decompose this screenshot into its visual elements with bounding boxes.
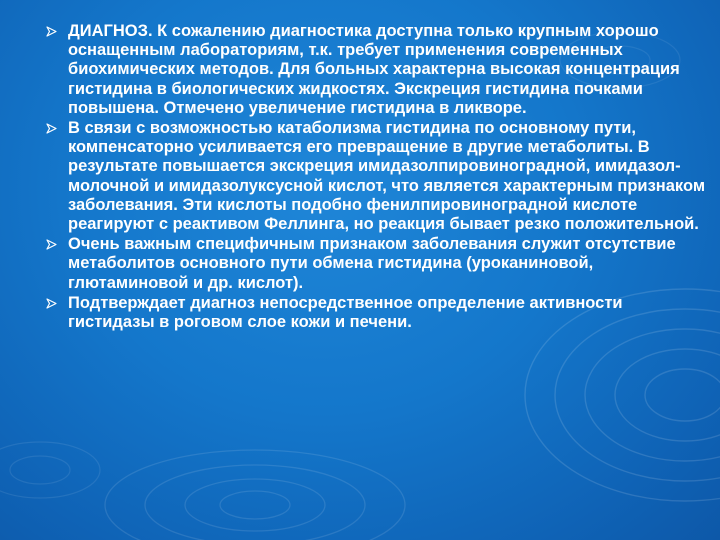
bullet-text: ДИАГНОЗ. К сожалению диагностика доступна только крупным хорошо оснащенным лабораториям, т.к. требует применения современных биохимических методов. Для больных характерна высокая концентрация гистидина в биологических жидкостях. Экскреция гистидина почками повышена. Отмечено увеличение гистидина в ликворе. [68,22,680,117]
bullet-item [46,22,706,118]
bullet-item [46,235,706,293]
bullet-list [46,22,706,332]
arrowhead-bullet-icon [46,239,57,250]
slide-content [46,22,706,333]
arrowhead-bullet-icon [46,26,57,37]
arrowhead-bullet-icon [46,123,57,134]
bullet-item [46,119,706,234]
bullet-text: В связи с возможностью катаболизма гистидина по основному пути, компенсаторно усиливается его превращение в другие метаболиты. В результате повышается экскреция имидазолпировиноградной, имидазол- молочной и имидазолуксусной кислот, что является характерным признаком заболевания. Эти кислоты подобно фенилпировиноградной кислоте реагируют с реактивом Феллинга, но реакция бывает резко положительной. [68,119,706,234]
bullet-text: Подтверждает диагноз непосредственное определение активности гистидазы в роговом слое кожи и печени. [68,293,623,332]
arrowhead-bullet-icon [46,298,57,309]
bullet-item [46,294,706,332]
bullet-text: Очень важным специфичным признаком заболевания служит отсутствие метаболитов основного пути обмена гистидина (уроканиновой, глютаминовой и др. кислот). [68,235,676,292]
